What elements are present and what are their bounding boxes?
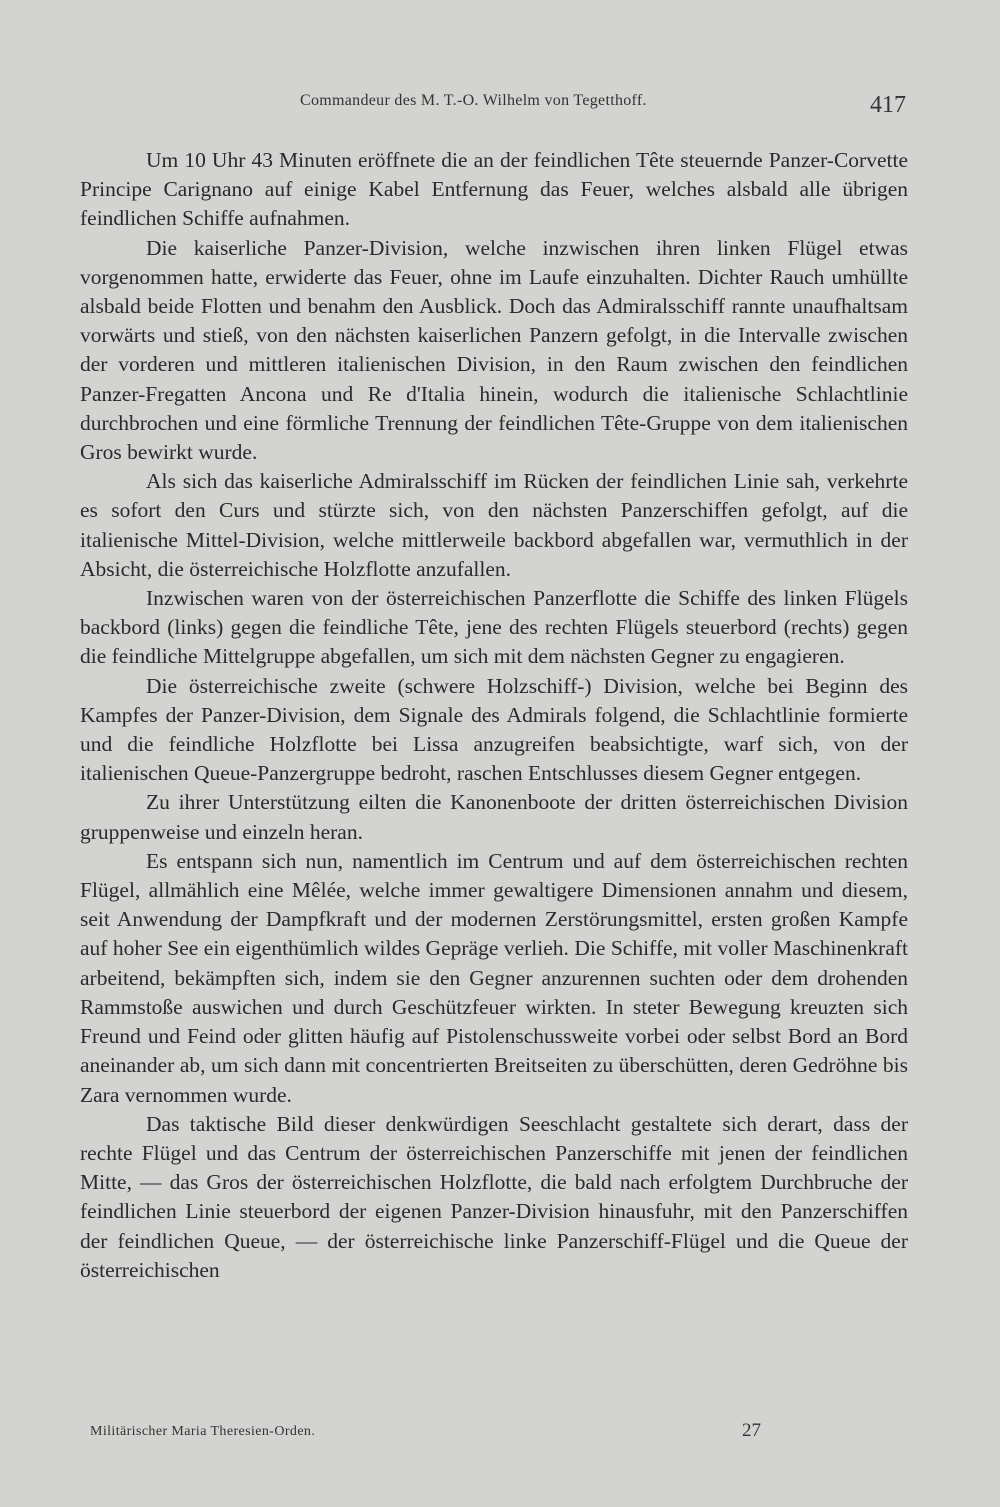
page-number: 417 (870, 92, 906, 118)
footer-publication: Militärischer Maria Theresien-Orden. (90, 1424, 316, 1439)
paragraph: Um 10 Uhr 43 Minuten eröffnete die an der feindlichen Tête steuernde Panzer-Corvette Principe Carignano auf einige Kabel Entfernung das Feuer, welches alsbald alle übrigen feindlichen Schiffe aufnahmen. (80, 148, 908, 231)
paragraph: Als sich das kaiserliche Admiralsschiff im Rücken der feindlichen Linie sah, verkehrte es sofort den Curs und stürzte sich, von den nächsten Panzerschiffen gefolgt, auf die italienische Mittel-Division, welche mittlerweile backbord abgefallen war, vermuthlich in der Absicht, die österreichische Holzflotte anzufallen. (80, 469, 908, 581)
paragraph: Die österreichische zweite (schwere Holzschiff-) Division, welche bei Beginn des Kampfes der Panzer-Division, dem Signale des Admirals folgend, die Schlachtlinie formierte und die feindliche Holzflotte bei Lissa anzugreifen beabsichtigte, warf sich, von der italienischen Queue-Panzergruppe bedroht, raschen Entschlusses diesem Gegner entgegen. (80, 673, 908, 786)
paragraph: Die kaiserliche Panzer-Division, welche inzwischen ihren linken Flügel etwas vorgenommen hatte, erwiderte das Feuer, ohne im Laufe einzuhalten. Dichter Rauch umhüllte alsbald beide Flotten und benahm den Ausblick. Doch das Admiralsschiff rannte unaufhaltsam vorwärts und stieß, von den nächsten kaiserlichen Panzern gefolgt, in die Intervalle zwischen der vorderen und mittleren italienischen Division, in den Raum zwischen den feindlichen Panzer-Fregatten Ancona und Re d'Italia hinein, wodurch die italienische Schlachtlinie durchbrochen und eine förmliche Trennung der feindlichen Tête-Gruppe von dem italienischen Gros bewirkt wurde. (80, 235, 908, 465)
running-head: Commandeur des M. T.-O. Wilhelm von Tegetthoff. (300, 92, 647, 109)
paragraph: Zu ihrer Unterstützung eilten die Kanonenboote der dritten österreichischen Division gruppenweise und einzeln heran. (80, 790, 908, 844)
paragraph: Inzwischen waren von der österreichischen Panzerflotte die Schiffe des linken Flügels backbord (links) gegen die feindliche Tête, jene des rechten Flügels steuerbord (rechts) gegen die feindliche Mittelgruppe abgefallen, um sich mit dem nächsten Gegner zu engagieren. (80, 586, 908, 669)
signature-mark: 27 (742, 1420, 761, 1441)
paragraph: Es entspann sich nun, namentlich im Centrum und auf dem österreichischen rechten Flügel, allmählich eine Mêlée, welche immer gewaltigere Dimensionen annahm und diesem, seit Anwendung der Dampfkraft und der modernen Zerstörungsmittel, ersten großen Kampfe auf hoher See ein eigenthümlich wildes Gepräge verlieh. Die Schiffe, mit voller Maschinenkraft arbeitend, bekämpften sich, indem sie den Gegner anzurennen suchten oder dem drohenden Rammstoße auswichen und durch Geschützfeuer wirkten. In steter Bewegung kreuzten sich Freund und Feind oder glitten häufig auf Pistolenschussweite vorbei oder selbst Bord an Bord aneinander ab, um sich dann mit concentrierten Breitseiten zu überschütten, deren Gedröhne bis Zara vernommen wurde. (80, 848, 908, 1107)
paragraph: Das taktische Bild dieser denkwürdigen Seeschlacht gestaltete sich derart, dass der rechte Flügel und das Centrum der österreichischen Panzerschiffe mit jenen der feindlichen Mitte, — das Gros der österreichischen Holzflotte, die bald nach erfolgtem Durchbruche der feindlichen Linie steuerbord der eigenen Panzer-Division hinausfuhr, mit den Panzerschiffen der feindlichen Queue, — der österreichische linke Panzerschiff-Flügel und die Queue der österreichischen (80, 1111, 908, 1282)
body-text (80, 146, 908, 1285)
